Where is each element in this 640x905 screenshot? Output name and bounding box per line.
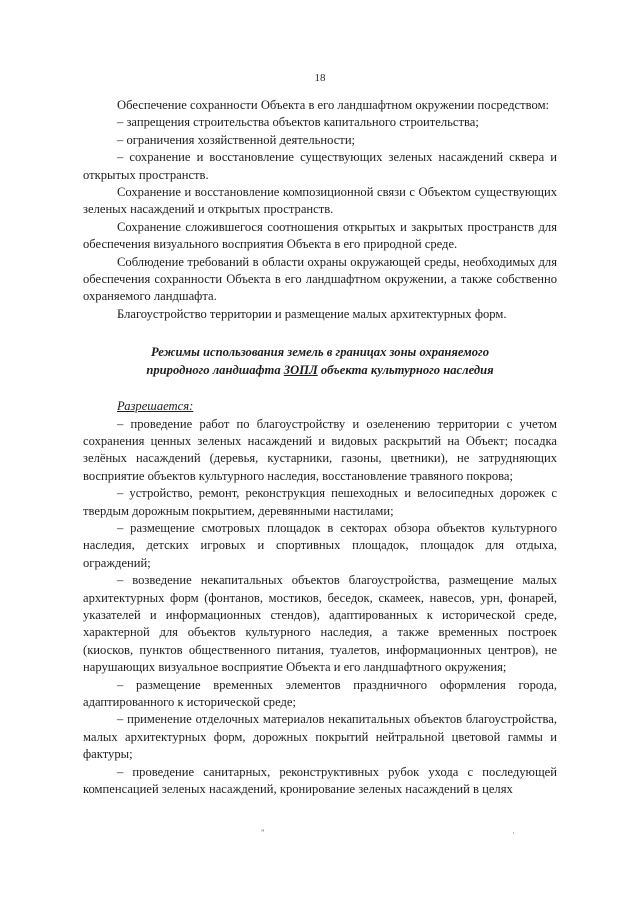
list-item: – запрещения строительства объектов капитального строительства; (117, 115, 479, 130)
list-item: – проведение работ по благоустройству и озеленению территории с учетом сохранения ценных зеленых насаждений и видовых раскрытий на Объект; посадка зелёных насаждений (деревья, кустарники, газоны, цветники), не затрудняющих восприятие объектов культурного наследия, восстановление травяного покрова; (83, 416, 557, 483)
paragraph: Обеспечение сохранности Объекта в его ландшафтном окружении посредством: (117, 98, 550, 112)
paragraph: Соблюдение требований в области охраны окружающей среды, необходимых для обеспечения сохранности Объекта в его ландшафтном окружении, а также собственно охраняемого ландшафта. (83, 254, 557, 304)
list-item: – размещение временных элементов праздничного оформления города, адаптированного к исторической среде; (83, 677, 557, 709)
heading-line-2-end: объекта культурного наследия (317, 362, 494, 377)
list-item: – возведение некапитальных объектов благоустройства, размещение малых архитектурных форм (фонтанов, мостиков, беседок, скамеек, навесов, урн, фонарей, указателей и информационных стендов), адаптированных к исторической среде, характерной для объектов культурного наследия, а также временных построек (киосков, пунктов общественного питания, туалетов, информационных центров), не нарушающих визуальное восприятие Объекта и его ландшафтного окружения; (83, 573, 557, 675)
list-item: – применение отделочных материалов некапитальных объектов благоустройства, малых архитектурных форм, дорожных покрытий нейтральной цветовой гаммы и фактуры; (83, 712, 557, 762)
heading-line-2-start: природного ландшафта (146, 362, 284, 377)
heading-line-1: Режимы использования земель в границах зоны охраняемого (150, 345, 490, 360)
scan-mark-left: " (261, 828, 265, 838)
list-item: – размещение смотровых площадок в секторах обзора объектов культурного наследия, детских игровых и спортивных площадок, площадок для отдыха, ограждений; (83, 520, 557, 570)
paragraph: Благоустройство территории и размещение малых архитектурных форм. (117, 306, 507, 321)
list-item: – устройство, ремонт, реконструкция пешеходных и велосипедных дорожек с твердым дорожным покрытием, деревянными настилами; (83, 486, 557, 518)
heading-abbreviation: ЗОПЛ (283, 362, 318, 377)
section-heading (83, 344, 557, 379)
document-body (83, 97, 557, 798)
list-item: – проведение санитарных, реконструктивных рубок ухода с последующей компенсацией зеленых насаждений, кронирование зеленых насаждений в целях (83, 764, 557, 797)
page-number: 18 (314, 72, 326, 84)
scan-marks (0, 828, 640, 842)
heading-line-2 (83, 362, 557, 379)
list-item: – ограничения хозяйственной деятельности; (117, 132, 356, 147)
allowed-subheading: Разрешается: (117, 399, 194, 414)
list-item: – сохранение и восстановление существующих зеленых насаждений сквера и открытых пространств. (83, 150, 557, 182)
paragraph: Сохранение и восстановление композиционной связи с Объектом существующих зеленых насаждений и открытых пространств. (83, 185, 557, 217)
scan-mark-right: · (512, 828, 515, 838)
paragraph: Сохранение сложившегося соотношения открытых и закрытых пространств для обеспечения визуального восприятия Объекта в его природной среде. (83, 219, 557, 252)
